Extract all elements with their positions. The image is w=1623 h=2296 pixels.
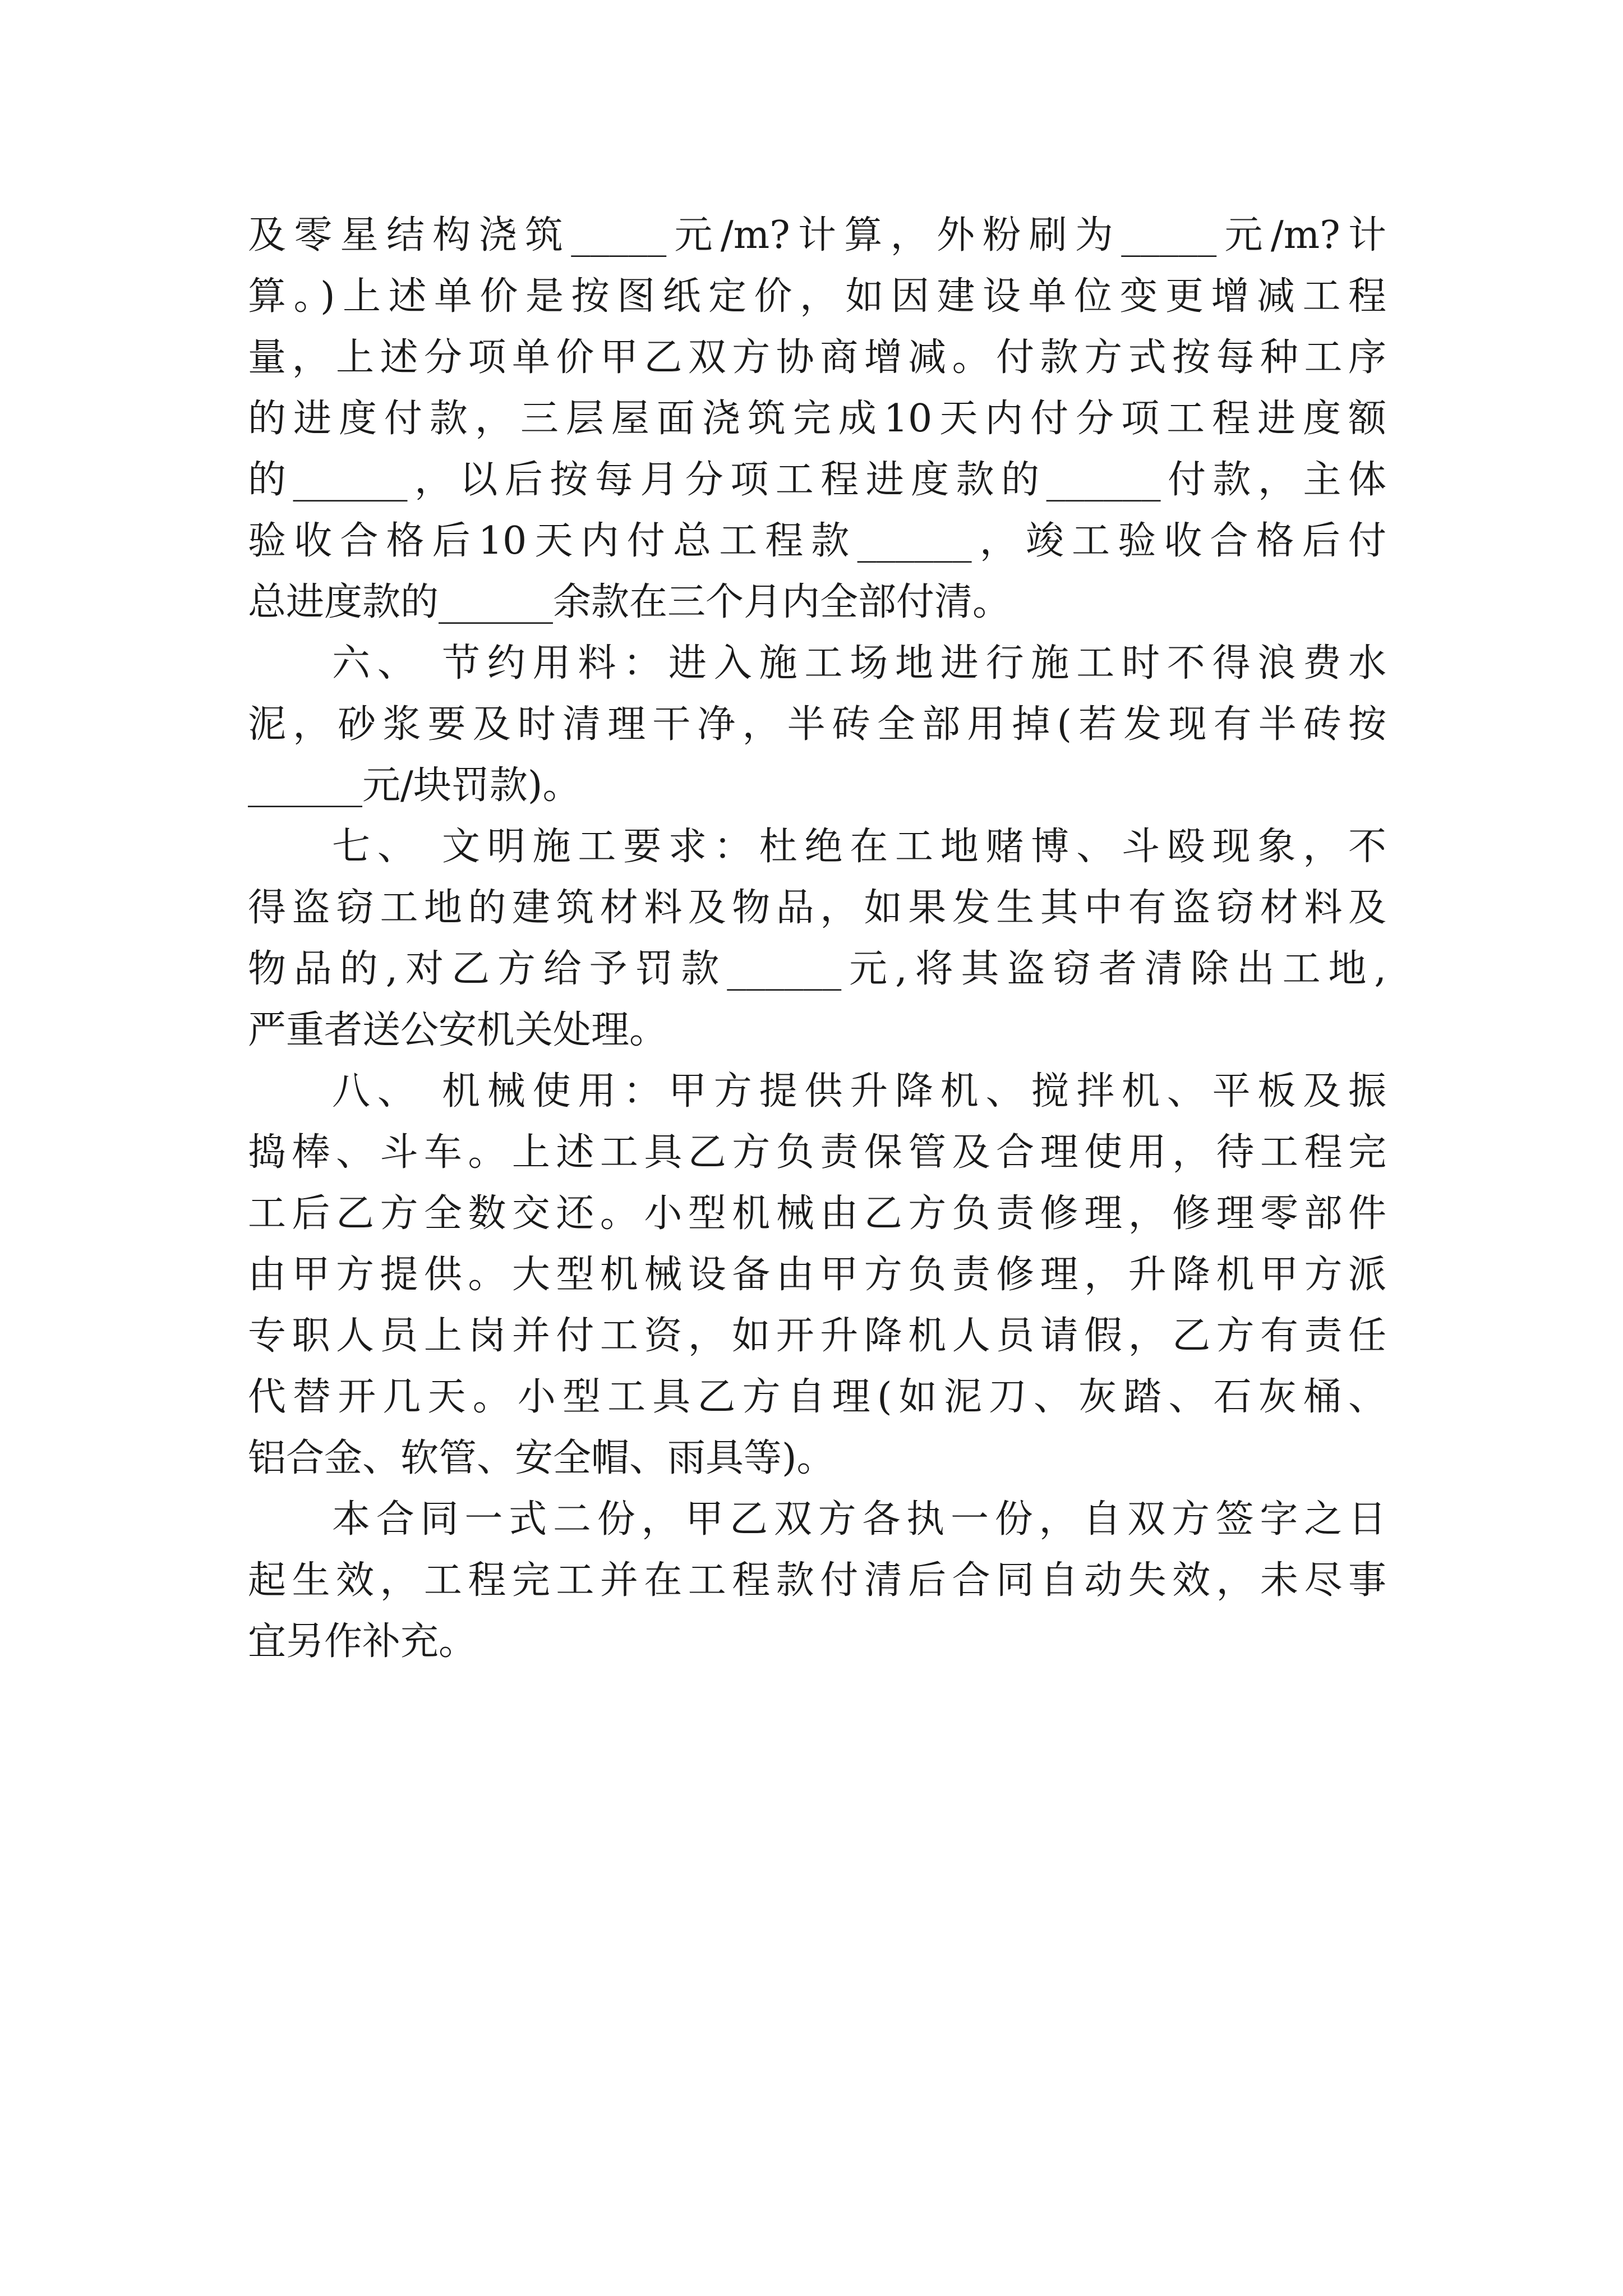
text-line: ______元/块罚款)。: [248, 763, 581, 808]
text-line: 严重者送公安机关处理。: [248, 1008, 668, 1052]
text-line: 宜另作补充。: [248, 1619, 477, 1664]
text-line: 量，上述分项单价甲乙双方协商增减。付款方式按每种工序: [248, 335, 1386, 380]
text-line: 验收合格后10天内付总工程款______，竣工验收合格后付: [248, 519, 1386, 563]
text-line: 的进度付款，三层屋面浇筑完成10天内付分项工程进度额: [248, 397, 1386, 441]
text-line: 算。)上述单价是按图纸定价，如因建设单位变更增减工程: [248, 274, 1386, 319]
text-line: 工后乙方全数交还。小型机械由乙方负责修理，修理零部件: [248, 1191, 1386, 1236]
text-line: 八、 机械使用：甲方提供升降机、搅拌机、平板及振: [332, 1069, 1386, 1114]
text-line: 六、 节约用料：进入施工场地进行施工时不得浪费水: [332, 641, 1386, 685]
text-line: 及零星结构浇筑_____元/m?计算，外粉刷为_____元/m?计: [248, 213, 1386, 257]
text-line: 本合同一式二份，甲乙双方各执一份，自双方签字之日: [332, 1497, 1386, 1542]
paragraph-material-saving: [248, 633, 1386, 816]
paragraph-payment-terms: [248, 205, 1386, 633]
text-line: 泥，砂浆要及时清理干净，半砖全部用掉(若发现有半砖按: [248, 702, 1386, 747]
paragraph-contract-closing: [248, 1489, 1386, 1672]
text-line: 代替开几天。小型工具乙方自理(如泥刀、灰踏、石灰桶、: [248, 1375, 1386, 1419]
text-line: 物品的,对乙方给予罚款______元,将其盗窃者清除出工地,: [248, 947, 1386, 991]
text-line: 起生效，工程完工并在工程款付清后合同自动失效，未尽事: [248, 1558, 1386, 1603]
text-line: 七、 文明施工要求：杜绝在工地赌博、斗殴现象，不: [332, 825, 1386, 869]
text-line: 专职人员上岗并付工资，如开升降机人员请假，乙方有责任: [248, 1314, 1386, 1358]
document-body: [248, 205, 1386, 1672]
text-line: 铝合金、软管、安全帽、雨具等)。: [248, 1436, 835, 1480]
paragraph-civilized-construction: [248, 816, 1386, 1061]
paragraph-machinery-use: [248, 1061, 1386, 1489]
text-line: 得盗窃工地的建筑材料及物品，如果发生其中有盗窃材料及: [248, 886, 1386, 930]
text-line: 捣棒、斗车。上述工具乙方负责保管及合理使用，待工程完: [248, 1130, 1386, 1175]
text-line: 总进度款的______余款在三个月内全部付清。: [248, 580, 1011, 624]
text-line: 的______，以后按每月分项工程进度款的______付款，主体: [248, 458, 1386, 502]
text-line: 由甲方提供。大型机械设备由甲方负责修理，升降机甲方派: [248, 1253, 1386, 1297]
